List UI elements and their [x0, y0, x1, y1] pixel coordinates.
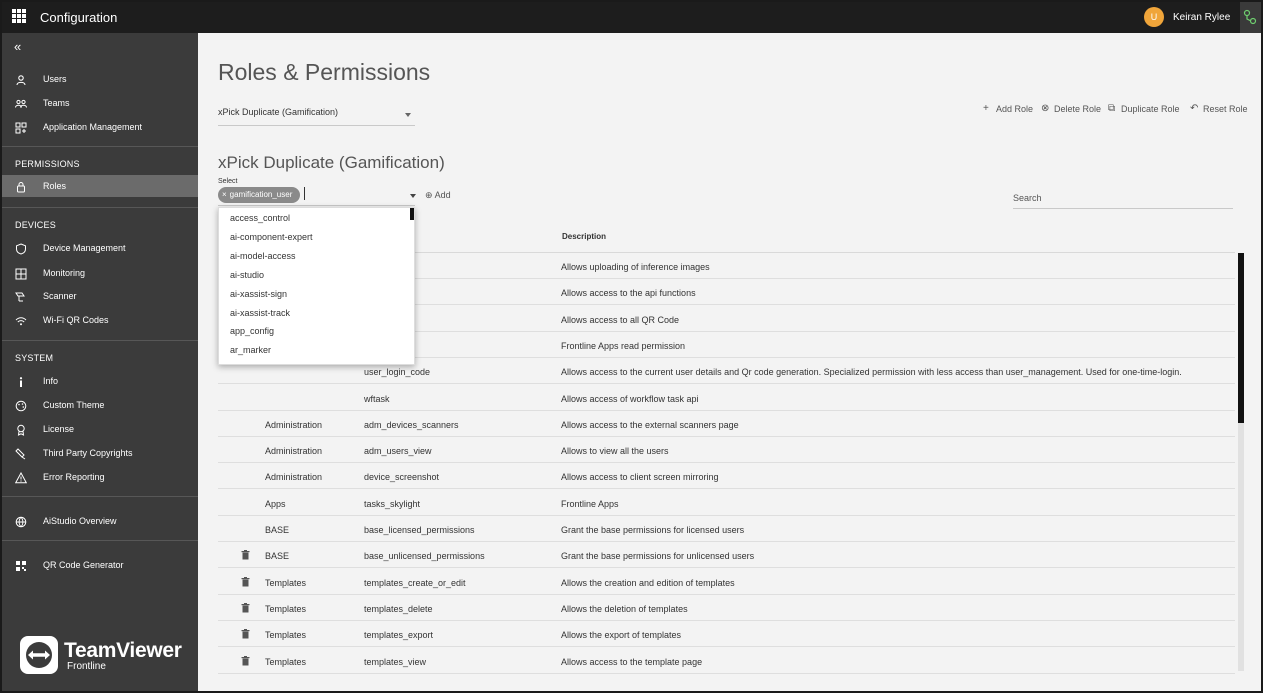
table-row — [218, 569, 1235, 595]
search-input[interactable] — [1013, 191, 1233, 209]
role-select[interactable] — [218, 107, 415, 126]
trash-icon[interactable] — [241, 656, 250, 666]
permission-cell: user_login_code — [364, 367, 431, 378]
sidebar-item-monitoring[interactable] — [2, 262, 198, 284]
teams-icon — [15, 98, 27, 110]
category-cell: Administration — [265, 419, 323, 430]
permission-cell: templates_delete — [364, 603, 433, 614]
chevron-down-icon — [405, 113, 411, 117]
category-cell: Templates — [265, 577, 307, 588]
sidebar — [2, 33, 198, 693]
description-cell: Frontline Apps read permission — [561, 340, 686, 351]
logout-icon — [1242, 9, 1258, 25]
scanner-icon — [15, 291, 27, 303]
app-title: Configuration — [40, 10, 118, 25]
dropdown-option[interactable]: ai-studio — [230, 269, 265, 280]
sidebar-item-label: Roles — [43, 181, 67, 191]
undo-icon: ↶ — [1190, 103, 1199, 114]
sidebar-item-roles[interactable] — [2, 175, 198, 197]
description-cell: Allows the deletion of templates — [561, 603, 688, 614]
add-label: Add — [434, 190, 451, 200]
plus-circle-icon: ⊕ — [425, 190, 433, 200]
palette-icon — [15, 400, 27, 412]
sidebar-divider — [2, 496, 198, 497]
duplicate-role-label: Duplicate Role — [1121, 104, 1180, 114]
dropdown-option[interactable]: ai-xassist-track — [230, 307, 291, 318]
info-icon — [15, 376, 27, 388]
add-permission-button[interactable] — [425, 190, 451, 201]
section-label-permissions: PERMISSIONS — [15, 159, 80, 169]
sidebar-item-label: Wi-Fi QR Codes — [43, 315, 109, 325]
permission-cell: wftask — [364, 393, 390, 404]
category-cell: Administration — [265, 446, 323, 457]
sidebar-item-label: Info — [43, 376, 59, 386]
chevron-down-icon[interactable] — [410, 194, 416, 198]
brand-subtitle: Frontline — [67, 661, 106, 672]
wifi-icon — [15, 315, 27, 327]
dropdown-option[interactable]: access_control — [230, 213, 291, 223]
user-name[interactable]: Keiran Rylee — [1173, 12, 1231, 23]
description-cell: Grant the base permissions for unlicensed users — [561, 551, 755, 562]
dropdown-scrollbar[interactable] — [410, 208, 414, 220]
permission-dropdown — [218, 207, 415, 365]
apps-grid-icon[interactable] — [12, 9, 26, 23]
warning-icon — [15, 472, 27, 484]
category-cell: Apps — [265, 498, 286, 509]
description-cell: Grant the base permissions for licensed users — [561, 525, 745, 535]
sidebar-item-aistudio-overview[interactable] — [2, 510, 198, 532]
select-label: Select — [218, 178, 238, 185]
sidebar-item-users[interactable] — [2, 68, 198, 90]
reset-role-label: Reset Role — [1203, 104, 1248, 114]
sidebar-item-license[interactable] — [2, 418, 198, 440]
category-cell: Administration — [265, 472, 323, 483]
trash-icon[interactable] — [241, 550, 250, 560]
sidebar-item-label: Third Party Copyrights — [43, 448, 133, 458]
section-label-devices: DEVICES — [15, 220, 56, 230]
permission-cell: base_licensed_permissions — [364, 525, 475, 535]
logout-button[interactable] — [1240, 2, 1261, 33]
table-row — [218, 490, 1235, 516]
sidebar-item-qr-code-generator[interactable] — [2, 554, 198, 576]
sidebar-item-label: Monitoring — [43, 268, 86, 278]
section-label-system: SYSTEM — [15, 353, 54, 363]
category-cell: Templates — [265, 656, 307, 667]
trash-icon[interactable] — [241, 629, 250, 639]
table-row — [218, 385, 1235, 411]
teamviewer-logo-icon — [20, 636, 58, 674]
permission-cell: adm_devices_scanners — [364, 419, 459, 430]
sidebar-item-scanner[interactable] — [2, 285, 198, 307]
trash-icon[interactable] — [241, 603, 250, 613]
table-row — [218, 595, 1235, 621]
cancel-circle-icon: ⊗ — [1041, 103, 1050, 114]
description-cell: Allows access to the template page — [561, 656, 703, 667]
sidebar-item-label: Application Management — [43, 122, 143, 132]
user-icon — [15, 74, 27, 86]
trash-icon[interactable] — [241, 577, 250, 587]
sidebar-item-wifi-qr-codes[interactable] — [2, 309, 198, 331]
sidebar-item-application-management[interactable] — [2, 116, 198, 138]
sidebar-item-label: Users — [43, 74, 67, 84]
description-cell: Allows uploading of inference images — [561, 262, 710, 272]
sidebar-item-label: AiStudio Overview — [43, 516, 117, 526]
permission-cell: tasks_skylight — [364, 498, 421, 509]
description-cell: Allows the creation and edition of templates — [561, 577, 735, 588]
sidebar-divider — [2, 207, 198, 208]
permission-cell: adm_users_view — [364, 446, 432, 457]
plus-icon: + — [983, 103, 989, 114]
add-role-label: Add Role — [996, 104, 1034, 114]
sidebar-divider — [2, 146, 198, 147]
permission-select-input[interactable] — [218, 205, 415, 206]
top-bar — [2, 2, 1261, 33]
permission-cell: device_screenshot — [364, 472, 440, 483]
copyright-icon — [15, 448, 27, 460]
sidebar-item-label: Teams — [43, 98, 70, 108]
description-cell: Allows to view all the users — [561, 446, 669, 457]
table-row — [218, 516, 1235, 542]
table-row — [218, 411, 1235, 437]
license-icon — [15, 424, 27, 436]
dropdown-option[interactable]: ai-component-expert — [230, 231, 313, 242]
copy-icon: ⧉ — [1108, 103, 1116, 114]
chip-label: gamification_user — [229, 190, 293, 199]
permission-cell: templates_create_or_edit — [364, 577, 466, 588]
sidebar-item-label: Error Reporting — [43, 472, 105, 482]
table-row — [218, 437, 1235, 463]
role-title: xPick Duplicate (Gamification) — [218, 153, 445, 172]
category-cell: BASE — [265, 551, 290, 562]
table-row — [218, 542, 1235, 568]
permission-cell: base_unlicensed_permissions — [364, 551, 485, 562]
category-cell: Templates — [265, 630, 307, 641]
app-management-icon — [15, 122, 27, 134]
dropdown-option[interactable]: app_config — [230, 326, 275, 337]
description-cell: Allows access to the external scanners page — [561, 419, 739, 430]
description-cell: Allows access to all QR Code — [561, 314, 680, 325]
avatar[interactable]: U — [1144, 7, 1164, 27]
dropdown-option[interactable]: ar_marker — [230, 345, 272, 356]
shield-icon — [15, 243, 27, 255]
dropdown-option[interactable]: ai-xassist-sign — [230, 288, 288, 299]
sidebar-item-label: License — [43, 424, 75, 434]
scrollbar-thumb[interactable] — [1238, 253, 1244, 423]
lock-icon — [15, 181, 27, 193]
brand-name: TeamViewer — [64, 639, 182, 662]
aistudio-icon — [15, 516, 27, 528]
description-cell: Allows access to the api functions — [561, 288, 696, 299]
search-placeholder: Search — [1013, 193, 1042, 203]
close-icon[interactable]: × — [222, 190, 227, 199]
description-cell: Allows access to the current user details and Qr code generation. Specialized permission with less access than user_management. Used for one-time-login. — [561, 367, 1182, 378]
description-cell: Frontline Apps — [561, 498, 619, 509]
permission-cell: templates_view — [364, 656, 427, 667]
dropdown-option[interactable]: ai-model-access — [230, 250, 296, 261]
page-title: Roles & Permissions — [218, 59, 431, 85]
sidebar-divider — [2, 340, 198, 341]
sidebar-item-info[interactable] — [2, 370, 198, 392]
sidebar-item-label: Device Management — [43, 243, 126, 253]
sidebar-item-error-reporting[interactable] — [2, 466, 198, 488]
permission-cell: templates_export — [364, 630, 434, 641]
sidebar-item-teams[interactable] — [2, 92, 198, 114]
sidebar-item-third-party-copyrights[interactable] — [2, 442, 198, 464]
table-row — [218, 463, 1235, 489]
collapse-sidebar-icon[interactable]: « — [14, 39, 22, 54]
table-row — [218, 648, 1235, 674]
monitoring-icon — [15, 268, 27, 280]
sidebar-divider — [2, 540, 198, 541]
sidebar-item-label: QR Code Generator — [43, 560, 124, 570]
sidebar-item-custom-theme[interactable] — [2, 394, 198, 416]
delete-role-label: Delete Role — [1054, 104, 1102, 114]
sidebar-item-label: Scanner — [43, 291, 77, 301]
sidebar-item-device-management[interactable] — [2, 237, 198, 259]
column-header-description: Description — [562, 232, 607, 241]
qr-icon — [15, 560, 27, 572]
table-row — [218, 621, 1235, 647]
category-cell: BASE — [265, 525, 290, 535]
category-cell: Templates — [265, 603, 307, 614]
role-select-value: xPick Duplicate (Gamification) — [218, 107, 339, 117]
description-cell: Allows access to client screen mirroring — [561, 472, 719, 483]
sidebar-item-label: Custom Theme — [43, 400, 105, 410]
description-cell: Allows the export of templates — [561, 630, 682, 641]
text-cursor — [304, 187, 305, 200]
description-cell: Allows access of workflow task api — [561, 393, 699, 404]
permission-chip[interactable] — [218, 187, 300, 203]
